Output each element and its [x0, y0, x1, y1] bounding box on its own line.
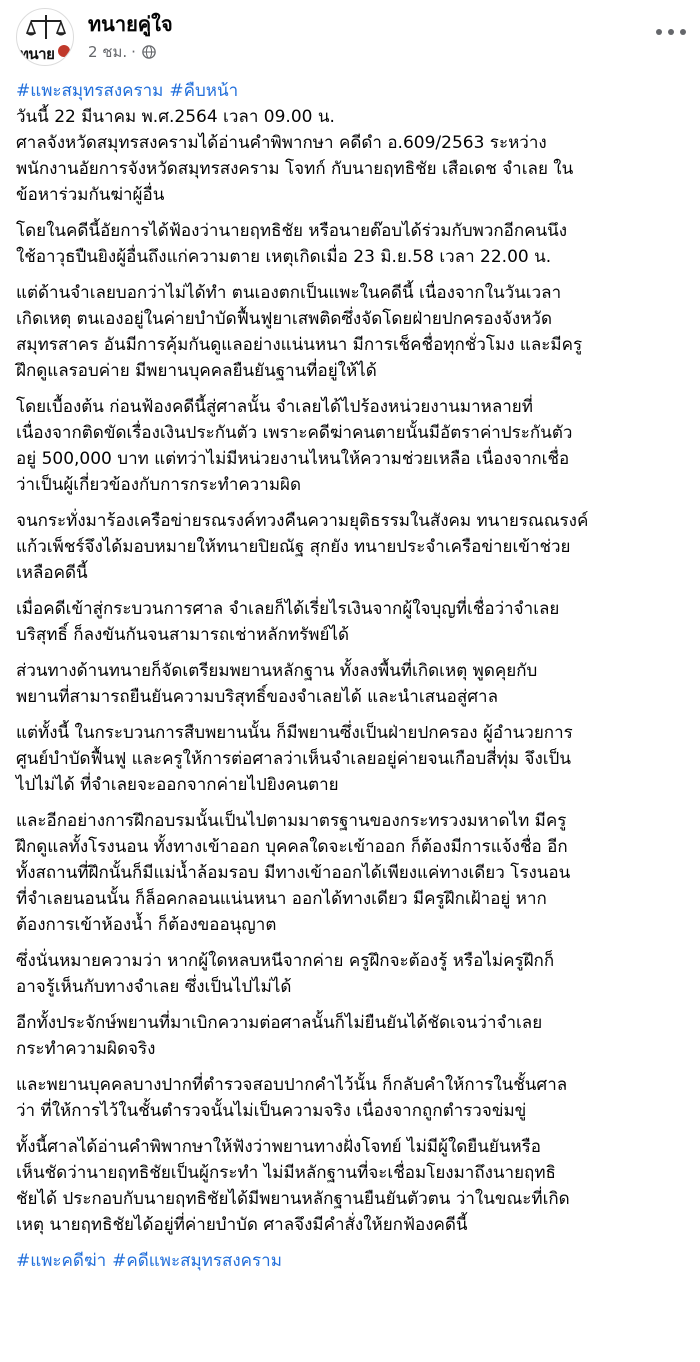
post-paragraph: วันนี้ 22 มีนาคม พ.ศ.2564 เวลา 09.00 น. ศาลจังหวัดสมุทรสงครามได้อ่านคำพิพากษา คดีดำ อ.609/2563 ระหว่าง พนักงานอัยการจังหวัดสมุทรสงคราม โจทก์ กับนายฤทธิชัย เสือเดช จำเลย ใน ข้อหาร่วมกันฆ่าผู้อื่น [16, 107, 574, 205]
post-meta [88, 40, 156, 64]
post-paragraph: จนกระทั่งมาร้องเครือข่ายรณรงค์ทวงคืนความยุติธรรมในสังคม ทนายรณณรงค์ แก้วเพ็ชร์จึงได้มอบหมายให้ทนายปิยณัฐ สุกยัง ทนายประจำเครือข่ายเข้าช่วย เหลือคดีนี้ [16, 511, 589, 583]
dot-icon [668, 29, 674, 35]
post-paragraph: และพยานบุคคลบางปากที่ตำรวจสอบปากคำไว้นั้น ก็กลับคำให้การในชั้นศาล ว่า ที่ให้การไว้ในชั้นตำรวจนั้นไม่เป็นความจริง เนื่องจากถูกตำรวจข่มขู่ [16, 1075, 568, 1121]
globe-icon[interactable] [142, 45, 156, 59]
hashtags-top [16, 78, 688, 104]
post-paragraph: ซึ่งนั่นหมายความว่า หากผู้ใดหลบหนีจากค่าย ครูฝึกจะต้องรู้ หรือไม่ครูฝึกก็ อาจรู้เห็นกับทางจำเลย ซึ่งเป็นไปไม่ได้ [16, 951, 555, 997]
page-name[interactable]: ทนายคู่ใจ [88, 12, 173, 36]
dot-icon [680, 29, 686, 35]
post-paragraph: ส่วนทางด้านทนายก็จัดเตรียมพยานหลักฐาน ทั้งลงพื้นที่เกิดเหตุ พูดคุยกับ พยานที่สามารถยืนยันความบริสุทธิ์ของจำเลยได้ และนำเสนอสู่ศาล [16, 661, 538, 707]
post-paragraph: และอีกอย่างการฝึกอบรมนั้นเป็นไปตามมาตรฐานของกระทรวงมหาดไท มีครู ฝึกดูแลทั้งโรงนอน ทั้งทางเข้าออก บุคคลใดจะเข้าออก ก็ต้องมีการแจ้งชื่อ อีก ทั้งสถานที่ฝึกนั้นก็มีแม่น้ำล้อมรอบ มีทางเข้าออกได้เพียงแค่ทางเดียว โรงนอน ที่จำเลยนอนนั้น ก็ล็อคกลอนแน่นหนา ออกได้ทางเดียว มีครูฝึกเฝ้าอยู่ หาก ต้องการเข้าห้องน้ำ ก็ต้องขออนุญาต [16, 811, 571, 935]
meta-separator: · [131, 43, 136, 61]
avatar-label: ทนาย [19, 45, 55, 63]
hashtag-link[interactable]: #คดีแพะสมุทรสงคราม [112, 1251, 282, 1271]
post-body [16, 78, 688, 1274]
hashtag-link[interactable]: #คืบหน้า [169, 81, 239, 101]
avatar[interactable] [16, 8, 74, 66]
dot-icon [656, 29, 662, 35]
hashtags-bottom [16, 1248, 688, 1274]
post-header [0, 0, 700, 70]
post-paragraph: ทั้งนี้ศาลได้อ่านคำพิพากษาให้ฟังว่าพยานทางฝั่งโจทย์ ไม่มีผู้ใดยืนยันหรือ เห็นชัดว่านายฤทธิชัยเป็นผู้กระทำ ไม่มีหลักฐานที่จะเชื่อมโยงมาถึงนายฤทธิ ชัยได้ ประกอบกับนายฤทธิชัยได้มีพยานหลักฐานยืนยันตัวตน ว่าในขณะที่เกิด เหตุ นายฤทธิชัยได้อยู่ที่ค่ายบำบัด ศาลจึงมีคำสั่งให้ยกฟ้องคดีนี้ [16, 1137, 570, 1235]
post-paragraph: แต่ทั้งนี้ ในกระบวนการสืบพยานนั้น ก็มีพยานซึ่งเป็นฝ่ายปกครอง ผู้อำนวยการ ศูนย์บำบัดฟื้นฟู และครูให้การต่อศาลว่าเห็นจำเลยอยู่ค่ายจนเกือบสี่ทุ่ม จึงเป็น ไปไม่ได้ ที่จำเลยจะออกจากค่ายไปยิงคนตาย [16, 723, 573, 795]
post-time[interactable]: 2 ชม. [88, 43, 128, 61]
post-paragraph: โดยเบื้องต้น ก่อนฟ้องคดีนี้สู่ศาลนั้น จำเลยได้ไปร้องหน่วยงานมาหลายที่ เนื่องจากติดขัดเรื่องเงินประกันตัว เพราะคดีฆ่าคนตายนั้นมีอัตราค่าประกันตัว อยู่ 500,000 บาท แต่ทว่าไม่มีหน่วยงานไหนให้ความช่วยเหลือ เนื่องจากเชื่อ ว่าเป็นผู้เกี่ยวข้องกับการกระทำความผิด [16, 397, 573, 495]
post-paragraph: แต่ด้านจำเลยบอกว่าไม่ได้ทำ ตนเองตกเป็นแพะในคดีนี้ เนื่องจากในวันเวลา เกิดเหตุ ตนเองอยู่ในค่ายบำบัดฟื้นฟูยาเสพติดซึ่งจัดโดยฝ่ายปกครองจังหวัด สมุทรสาคร อันมีการคุ้มกันดูแลอย่างแน่นหนา มีการเช็คชื่อทุกชั่วโมง และมีครู ฝึกดูแลรอบค่าย มีพยานบุคคลยืนยันฐานที่อยู่ให้ได้ [16, 283, 583, 381]
hashtag-link[interactable]: #แพะสมุทรสงคราม [16, 81, 164, 101]
post-paragraph: เมื่อคดีเข้าสู่กระบวนการศาล จำเลยก็ได้เรี่ยไรเงินจากผู้ใจบุญที่เชื่อว่าจำเลย บริสุทธิ์ ก็ลงขันกันจนสามารถเช่าหลักทรัพย์ได้ [16, 599, 560, 645]
post-paragraph: โดยในคดีนี้อัยการได้ฟ้องว่านายฤทธิชัย หรือนายต๊อบได้ร่วมกับพวกอีกคนนึง ใช้อาวุธปืนยิงผู้อื่นถึงแก่ความตาย เหตุเกิดเมื่อ 23 มิ.ย.58 เวลา 22.00 น. [16, 221, 568, 267]
hashtag-link[interactable]: #แพะคดีฆ่า [16, 1251, 107, 1271]
more-options-icon[interactable] [656, 22, 686, 42]
post-paragraph: อีกทั้งประจักษ์พยานที่มาเบิกความต่อศาลนั้นก็ไม่ยืนยันได้ชัดเจนว่าจำเลย กระทำความผิดจริง [16, 1013, 543, 1059]
